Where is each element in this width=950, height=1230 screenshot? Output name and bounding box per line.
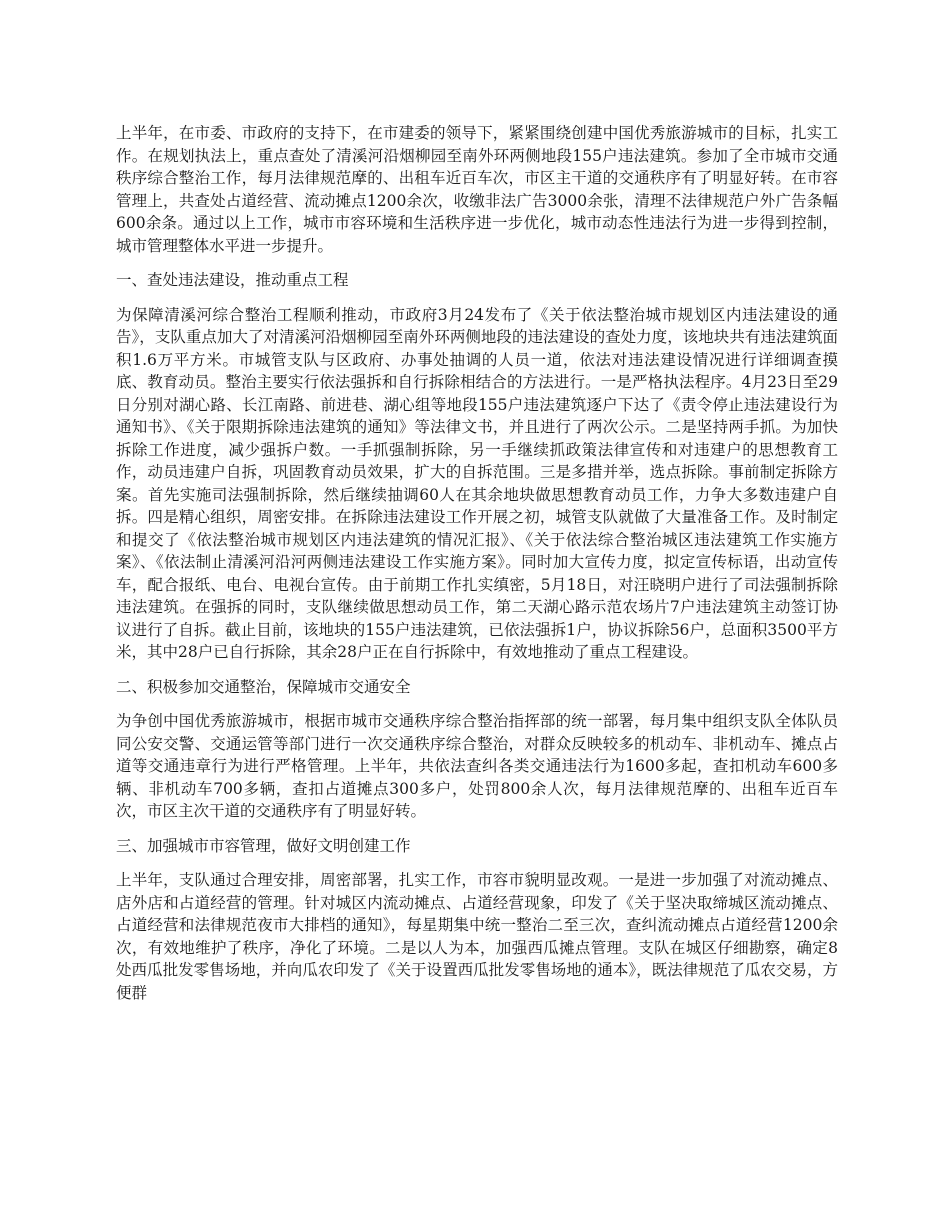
section-3-heading: 三、加强城市市容管理，做好文明创建工作 bbox=[116, 836, 411, 855]
section-2-paragraph: 为争创中国优秀旅游城市，根据市城市交通秩序综合整治指挥部的统一部署，每月集中组织支队全体队员同公安交警、交通运管等部门进行一次交通秩序综合整治，对群众反映较多的机动车、非机动车、摊点占道等交通违章行为进行严格管理。上半年，共依法查纠各类交通违法行为1600多起，查扣机动车600多辆、非机动车700多辆，查扣占道摊点300多户，处罚800余人次，每月法律规范摩的、出租车近百车次，市区主次干道的交通秩序有了明显好转。 bbox=[116, 712, 838, 820]
document-body bbox=[116, 122, 838, 1016]
section-1-paragraph: 为保障清溪河综合整治工程顺利推动，市政府3月24发布了《关于依法整治城市规划区内违法建设的通告》，支队重点加大了对清溪河沿烟柳园至南外环两侧地段的违法建设的查处力度，该地块共有违法建筑面积1.6万平方米。市城管支队与区政府、办事处抽调的人员一道，依法对违法建设情况进行详细调查摸底、教育动员。整治主要实行依法强拆和自行拆除相结合的方法进行。一是严格执法程序。4月23日至29日分别对湖心路、长江南路、前进巷、湖心组等地段155户违法建筑逐户下达了《责令停止违法建设行为通知书》、《关于限期拆除违法建筑的通知》等法律文书，并且进行了两次公示。二是坚持两手抓。为加快拆除工作进度，减少强拆户数。一手抓强制拆除，另一手继续抓政策法律宣传和对违建户的思想教育工作，动员违建户自拆，巩固教育动员效果，扩大的自拆范围。三是多措并举，选点拆除。事前制定拆除方案。首先实施司法强制拆除，然后继续抽调60人在其余地块做思想教育动员工作，力争大多数违建户自拆。四是精心组织，周密安排。在拆除违法建设工作开展之初，城管支队就做了大量准备工作。及时制定和提交了《依法整治城市规划区内违法建筑的情况汇报》、《关于依法综合整治城区违法建筑工作实施方案》、《依法制止清溪河沿河两侧违法建设工作实施方案》。同时加大宣传力度，拟定宣传标语，出动宣传车，配合报纸、电台、电视台宣传。由于前期工作扎实缜密，5月18日，对汪晓明户进行了司法强制拆除违法建筑。在强拆的同时，支队继续做思想动员工作，第二天湖心路示范农场片7户违法建筑主动签订协议进行了自拆。截止目前，该地块的155户违法建筑，已依法强拆1户，协议拆除56户，总面积3500平方米，其中28户已自行拆除，其余28户正在自行拆除中，有效地推动了重点工程建设。 bbox=[116, 305, 838, 661]
section-2-heading: 二、积极参加交通整治，保障城市交通安全 bbox=[116, 677, 411, 696]
section-3-paragraph: 上半年，支队通过合理安排，周密部署，扎实工作，市容市貌明显改观。一是进一步加强了对流动摊点、店外店和占道经营的管理。针对城区内流动摊点、占道经营现象，印发了《关于坚决取缔城区流动摊点、占道经营和法律规范夜市大排档的通知》，每星期集中统一整治二至三次，查纠流动摊点占道经营1200余次，有效地维护了秩序，净化了环境。二是以人为本，加强西瓜摊点管理。支队在城区仔细勘察，确定8处西瓜批发零售场地，并向瓜农印发了《关于设置西瓜批发零售场地的通本》，既法律规范了瓜农交易，方便群 bbox=[116, 871, 838, 1002]
intro-paragraph: 上半年，在市委、市政府的支持下，在市建委的领导下，紧紧围绕创建中国优秀旅游城市的目标，扎实工作。在规划执法上，重点查处了清溪河沿烟柳园至南外环两侧地段155户违法建筑。参加了全市城市交通秩序综合整治工作，每月法律规范摩的、出租车近百车次，市区主干道的交通秩序有了明显好转。在市容管理上，共查处占道经营、流动摊点1200余次，收缴非法广告3000余张，清理不法律规范户外广告条幅600余条。通过以上工作，城市市容环境和生活秩序进一步优化，城市动态性违法行为进一步得到控制，城市管理整体水平进一步提升。 bbox=[116, 124, 838, 255]
section-1-heading: 一、查处违法建设，推动重点工程 bbox=[116, 271, 349, 289]
